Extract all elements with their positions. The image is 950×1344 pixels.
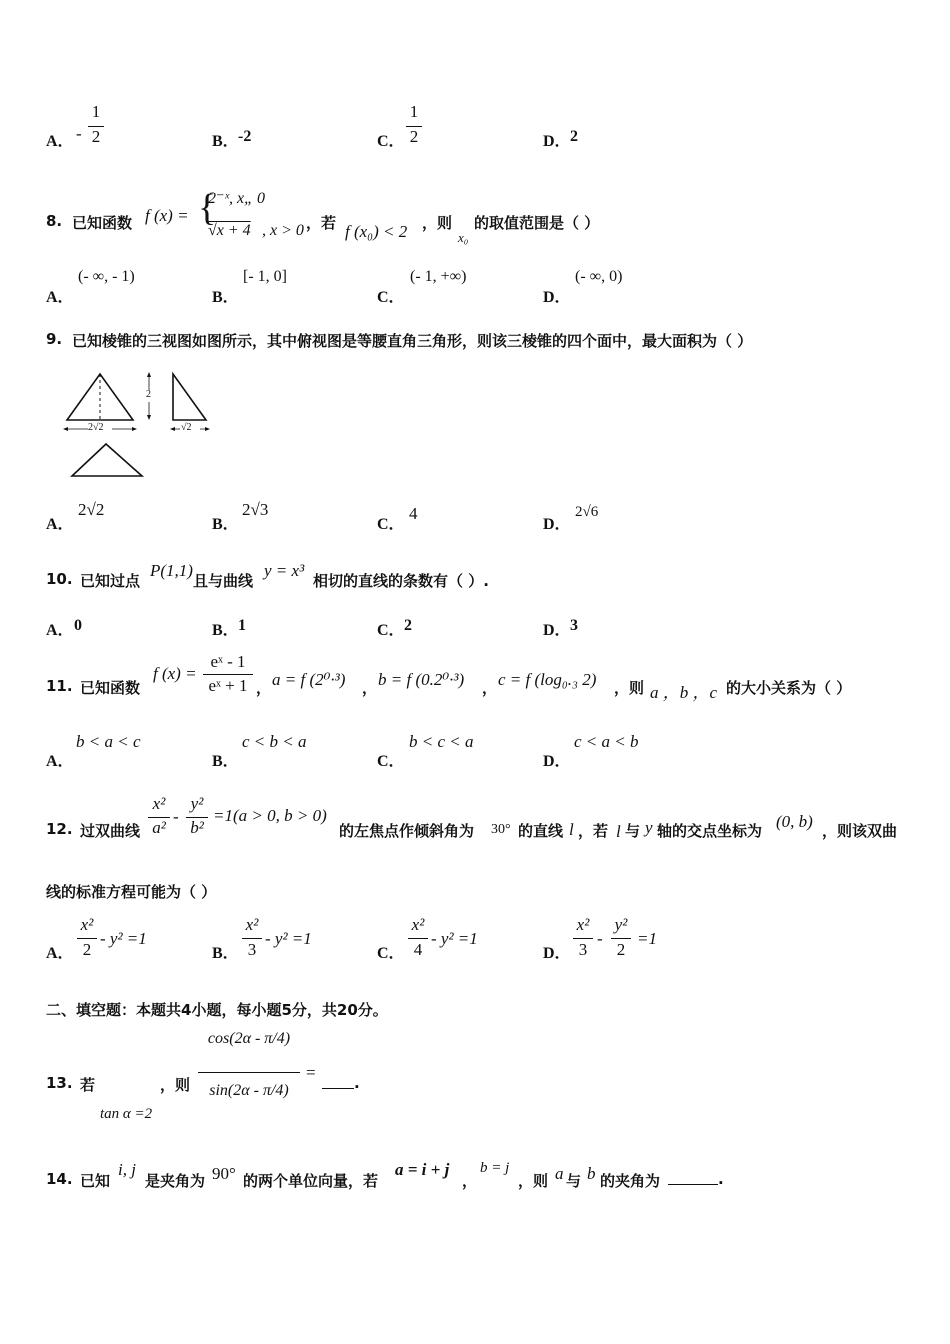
option-label: D． [543,945,571,962]
stem-text: 与 [566,1172,582,1190]
option-label: D． [543,753,571,770]
option-a-sign: - [76,124,82,143]
option-c-value: b < c < a [409,732,474,751]
side-width-label: √2 [181,422,192,433]
line-l: l [616,822,621,841]
option-a-rest: - y² =1 [100,929,147,948]
separator: ， [256,679,272,697]
piecewise-brace: { [198,187,217,229]
stem-text: 的夹角为 [600,1172,661,1190]
separator: ， [362,679,378,697]
question-number: 8. [46,212,63,230]
question-number: 12. [46,820,73,838]
inequality-condition: f (x₀) < 2 [345,222,408,241]
stem-text: ，则 [160,1076,191,1094]
stem-text: 轴的交点坐标为 [657,822,763,840]
front-width-label: 2√2 [88,422,104,433]
fraction-numerator: y² [614,915,628,934]
option-label: B． [212,945,239,962]
option-b-value: [- 1, 0] [243,268,287,285]
option-c-numerator: 1 [409,102,419,121]
stem-text: ，则 [422,214,453,232]
fraction-denominator: sin(2α - π/4) [209,1082,289,1099]
angle: 90° [212,1164,236,1183]
option-label: D． [543,133,571,150]
option-d-value: c < a < b [574,732,639,751]
piecewise-case-1: 2⁻ˣ, x„ 0 [208,190,265,207]
fraction-numerator: x² [411,915,425,934]
curve: y = x³ [264,561,305,580]
answer-blank[interactable] [322,1074,354,1089]
option-label: C． [377,945,405,962]
option-label: A． [46,289,74,306]
piecewise-case-2-cond: , x > 0 [262,222,304,239]
fraction-numerator: eˣ - 1 [210,652,246,671]
stem-text: 与 [625,822,641,840]
option-label: A． [46,133,74,150]
stem-text: 的直线 [518,822,564,840]
question-number: 14. [46,1170,73,1188]
option-b-value: c < b < a [242,732,307,751]
fraction-bar [408,938,428,939]
option-b-value: 2√3 [242,500,269,519]
intersection-point: (0, b) [776,812,813,831]
fraction-bar [611,938,631,939]
stem-text: 已知 [80,1172,111,1190]
option-label: C． [377,753,405,770]
variable: x₀ [458,230,469,245]
stem-text: 已知过点 [80,572,141,590]
vector-a: a [555,1164,564,1183]
question-stem: 已知棱锥的三视图如图所示，其中俯视图是等腰直角三角形，则该三棱锥的四个面中，最大面积为（ ） [72,332,753,350]
option-label: C． [377,289,405,306]
fraction-denominator: eˣ + 1 [208,676,248,695]
stem-text: 的取值范围是（ ） [474,214,600,232]
option-label: D． [543,289,571,306]
option-label: A． [46,753,74,770]
option-a-value: (- ∞, - 1) [78,268,135,285]
equals-sign: = [306,1063,316,1082]
minus-sign: - [597,929,603,948]
stem-text: ，则 [614,679,645,697]
b-definition: b = j [480,1160,510,1176]
option-c-denominator: 2 [409,127,419,146]
stem-text: ，则 [518,1172,549,1190]
fraction-numerator: cos(2α - π/4) [207,1030,291,1047]
fraction-denominator: 4 [413,940,423,959]
option-label: B． [212,753,239,770]
point: P(1,1) [150,561,193,580]
function-name: f (x) = [153,664,197,683]
line-l: l [569,820,574,839]
fraction-denominator: 3 [247,940,257,959]
answer-blank[interactable] [668,1170,718,1185]
stem-text: 过双曲线 [80,822,141,840]
question-number: 11. [46,677,73,695]
c-definition: c = f (log₀.₃ 2) [498,670,597,689]
option-d-rest: =1 [637,929,657,948]
condition: tan α =2 [100,1106,153,1122]
fraction-bar [242,938,262,939]
fraction-numerator: x² [152,794,166,813]
y-axis-var: y [645,818,653,837]
fraction-denominator: 2 [82,940,92,959]
fraction-denominator: b² [190,818,204,837]
fraction-denominator: 3 [578,940,588,959]
option-a-value: 0 [74,617,82,634]
option-b-value: 1 [238,617,246,634]
stem-text: ，则该双曲 [822,822,898,840]
variables: a ，b ，c [650,683,718,702]
stem-text: 的大小关系为（ ） [726,679,852,697]
option-d-value: 2√6 [575,504,599,520]
option-a-numerator: 1 [91,102,101,121]
option-label: A． [46,622,74,639]
angle: 30° [491,822,511,837]
option-label: B． [212,289,239,306]
fraction-bar [573,938,593,939]
three-view-figure [60,368,220,480]
option-d-value: 2 [570,128,578,145]
option-label: C． [377,622,405,639]
piecewise-case-2-root: √x + 4 [208,222,251,239]
option-c-value: (- 1, +∞) [410,268,467,285]
equation-rest: =1(a > 0, b > 0) [213,806,327,825]
question-number: 9. [46,330,63,348]
b-definition: b = f (0.2⁰·³) [378,670,465,689]
stem-text: 相切的直线的条数有（ ）. [313,572,489,590]
option-label: C． [377,516,405,533]
vector-b: b [587,1164,596,1183]
stem-text: 若 [80,1076,96,1094]
question-number: 13. [46,1074,73,1092]
option-label: B． [212,516,239,533]
option-label: A． [46,945,74,962]
option-label: D． [543,516,571,533]
section-heading: 二、填空题：本题共4小题，每小题5分，共20分。 [46,1001,388,1019]
fraction-denominator: a² [152,818,166,837]
option-label: A． [46,516,74,533]
option-c-value: 2 [404,617,412,634]
question-number: 10. [46,570,73,588]
option-c-value: 4 [409,504,418,523]
fraction-numerator: y² [190,794,204,813]
option-a-value: b < a < c [76,732,141,751]
option-d-value: 3 [570,617,578,634]
separator: ， [462,1172,478,1190]
fraction-bar [77,938,97,939]
stem-text-line-2: 线的标准方程可能为（ ） [46,883,217,901]
fraction-numerator: x² [245,915,259,934]
option-a-denominator: 2 [91,127,101,146]
fraction-denominator: 2 [616,940,626,959]
period: . [718,1170,724,1188]
option-a-value: 2√2 [78,500,105,519]
separator: ， [482,679,498,697]
unit-vectors: i, j [118,1160,136,1179]
a-definition: a = i + j [395,1160,450,1179]
minus-sign: - [173,807,179,826]
fraction-bar [203,674,253,675]
period: . [354,1074,360,1092]
function-name: f (x) = [145,206,189,225]
stem-text: 的左焦点作倾斜角为 [339,822,475,840]
stem-text: 的两个单位向量，若 [243,1172,379,1190]
stem-text: ，若 [306,214,337,232]
option-label: B． [212,622,239,639]
option-label: B． [212,133,239,150]
fraction-numerator: x² [576,915,590,934]
option-d-value: (- ∞, 0) [575,268,623,285]
option-label: C． [377,133,405,150]
option-b-value: -2 [238,128,252,145]
stem-text: 且与曲线 [193,572,254,590]
stem-text: 是夹角为 [145,1172,206,1190]
fraction-numerator: x² [80,915,94,934]
option-b-rest: - y² =1 [265,929,312,948]
a-definition: a = f (2⁰·³) [272,670,346,689]
height-label: 2 [146,389,151,400]
question-stem: 已知函数 [72,214,133,232]
fraction-bar [198,1072,300,1073]
stem-text: 已知函数 [80,679,141,697]
option-label: D． [543,622,571,639]
option-c-rest: - y² =1 [431,929,478,948]
stem-text: ，若 [578,822,609,840]
